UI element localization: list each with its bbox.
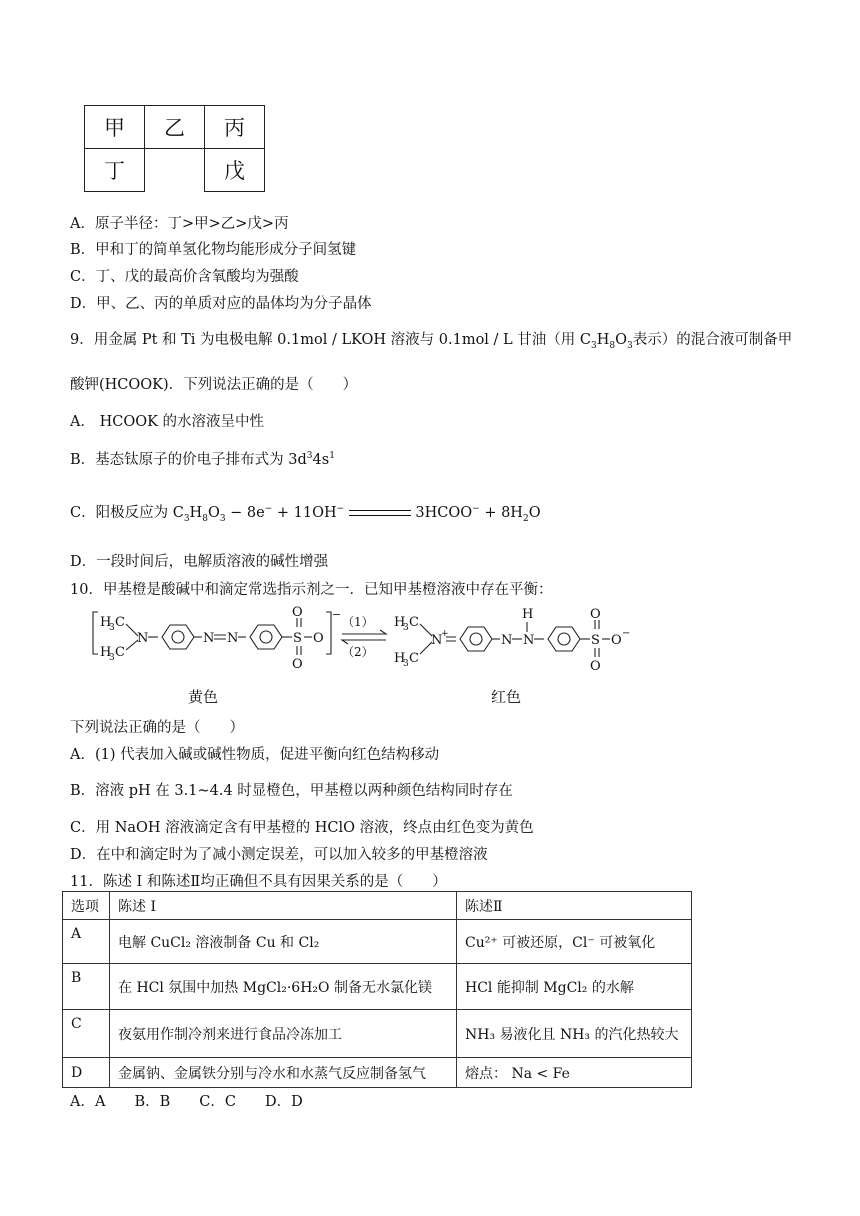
svg-text:S: S — [293, 631, 302, 646]
grid-cell: 甲 — [85, 106, 145, 149]
q8-option-a: A．原子半径：丁>甲>乙>戊>丙 — [70, 216, 289, 232]
svg-text:C: C — [409, 615, 419, 630]
grid-cell-empty — [145, 149, 205, 192]
q9-option-c: C．阳极反应为 $C_3H_8O_3 - 8e^- + 11OH^-$ 3HCOO− + $8H_2O$ — [70, 504, 541, 524]
svg-text:C: C — [409, 651, 419, 666]
q9-option-b: B．基态钛原子的价电子排布式为 $3d^34s^1$ — [70, 451, 335, 468]
table-cell: HCl 能抑制 MgCl₂ 的水解 — [457, 964, 692, 1010]
q11-table — [62, 891, 692, 1088]
svg-text:3: 3 — [403, 623, 409, 633]
table-cell: 夜氨用作制冷剂来进行食品冷冻加工 — [110, 1010, 457, 1058]
label-yellow: 黄色 — [188, 688, 219, 706]
svg-text:H: H — [394, 615, 406, 630]
table-cell: Cu²⁺ 可被还原，Cl⁻ 可被氧化 — [457, 920, 692, 964]
grid-cell: 丁 — [85, 149, 145, 192]
table-header: 选项 — [63, 892, 110, 920]
svg-text:N: N — [227, 631, 239, 646]
svg-text:C: C — [115, 645, 125, 660]
svg-text:O: O — [590, 659, 601, 674]
svg-text:O: O — [292, 605, 303, 620]
svg-text:O: O — [590, 607, 601, 622]
q9-stem-line1: 9．用金属 Pt 和 Ti 为电极电解 0.1mol / LKOH 溶液与 0.1mol / L 甘油（用 $C_3H_8O_3$表示）的混合液可制备甲 — [70, 332, 793, 351]
grid-cell: 乙 — [145, 106, 205, 149]
q10-stem: 10．甲基橙是酸碱中和滴定常选指示剂之一．已知甲基橙溶液中存在平衡： — [70, 582, 553, 598]
table-cell: 在 HCl 氛围中加热 MgCl₂·6H₂O 制备无水氯化镁 — [110, 964, 457, 1010]
q11-stem: 11．陈述 I 和陈述Ⅱ均正确但不具有因果关系的是（ ） — [70, 874, 447, 890]
svg-text:N: N — [501, 633, 513, 648]
table-cell: 熔点： Na < Fe — [457, 1058, 692, 1088]
svg-text:H: H — [522, 607, 534, 622]
table-cell-option: A — [63, 920, 110, 964]
table-cell: 金属钠、金属铁分别与冷水和水蒸气反应制备氢气 — [110, 1058, 457, 1088]
svg-text:N: N — [431, 633, 443, 648]
q11-choices: A．A B．B C．C D．D — [70, 1094, 303, 1110]
svg-text:−: − — [332, 608, 342, 621]
q8-option-d: D．甲、乙、丙的单质对应的晶体均为分子晶体 — [70, 296, 372, 312]
q8-option-c: C．丁、戊的最高价含氧酸均为强酸 — [70, 269, 299, 285]
table-header: 陈述 I — [110, 892, 457, 920]
table-row — [63, 1058, 692, 1088]
table-header: 陈述Ⅱ — [457, 892, 692, 920]
svg-text:H: H — [100, 615, 112, 630]
grid-cell: 戊 — [205, 149, 265, 192]
table-row — [63, 1010, 692, 1058]
svg-text:3: 3 — [109, 623, 115, 633]
q10-option-a: A．(1) 代表加入碱或碱性物质，促进平衡向红色结构移动 — [70, 747, 440, 763]
svg-text:H: H — [100, 645, 112, 660]
q10-option-b: B．溶液 pH 在 3.1~4.4 时显橙色，甲基橙以两种颜色结构同时存在 — [70, 783, 513, 799]
table-cell-option: B — [63, 964, 110, 1010]
table-cell-option: C — [63, 1010, 110, 1058]
q10-option-c: C．用 NaOH 溶液滴定含有甲基橙的 HClO 溶液，终点由红色变为黄色 — [70, 820, 534, 836]
grid-cell: 丙 — [205, 106, 265, 149]
table-cell-option: D — [63, 1058, 110, 1088]
svg-text:3: 3 — [403, 659, 409, 669]
element-grid — [84, 105, 265, 192]
arrow-label-reverse: （2） — [342, 645, 374, 659]
svg-text:C: C — [115, 615, 125, 630]
svg-text:S: S — [591, 633, 600, 648]
q10-option-d: D．在中和滴定时为了减小测定误差，可以加入较多的甲基橙溶液 — [70, 847, 488, 863]
table-row — [63, 964, 692, 1010]
svg-text:N: N — [523, 633, 535, 648]
table-cell: NH₃ 易液化且 NH₃ 的汽化热较大 — [457, 1010, 692, 1058]
arrow-label-forward: （1） — [342, 615, 374, 629]
svg-text:N: N — [203, 631, 215, 646]
q10-prompt: 下列说法正确的是（ ） — [70, 720, 244, 736]
svg-text:O: O — [611, 633, 622, 648]
q8-option-b: B．甲和丁的简单氢化物均能形成分子间氢键 — [70, 242, 357, 258]
label-red: 红色 — [491, 688, 522, 706]
svg-text:3: 3 — [109, 653, 115, 663]
svg-text:−: − — [622, 628, 631, 639]
svg-text:N: N — [137, 631, 149, 646]
svg-text:O: O — [313, 631, 324, 646]
q9-stem-line2: 酸钾(HCOOK)．下列说法正确的是（ ） — [70, 377, 358, 393]
svg-text:+: + — [441, 629, 449, 639]
q9-option-a: A． HCOOK 的水溶液呈中性 — [70, 414, 265, 430]
q9-option-d: D．一段时间后，电解质溶液的碱性增强 — [70, 554, 329, 570]
svg-text:O: O — [292, 657, 303, 672]
methyl-orange-equilibrium — [90, 604, 650, 674]
svg-text:H: H — [394, 651, 406, 666]
table-cell: 电解 CuCl₂ 溶液制备 Cu 和 Cl₂ — [110, 920, 457, 964]
table-row — [63, 920, 692, 964]
